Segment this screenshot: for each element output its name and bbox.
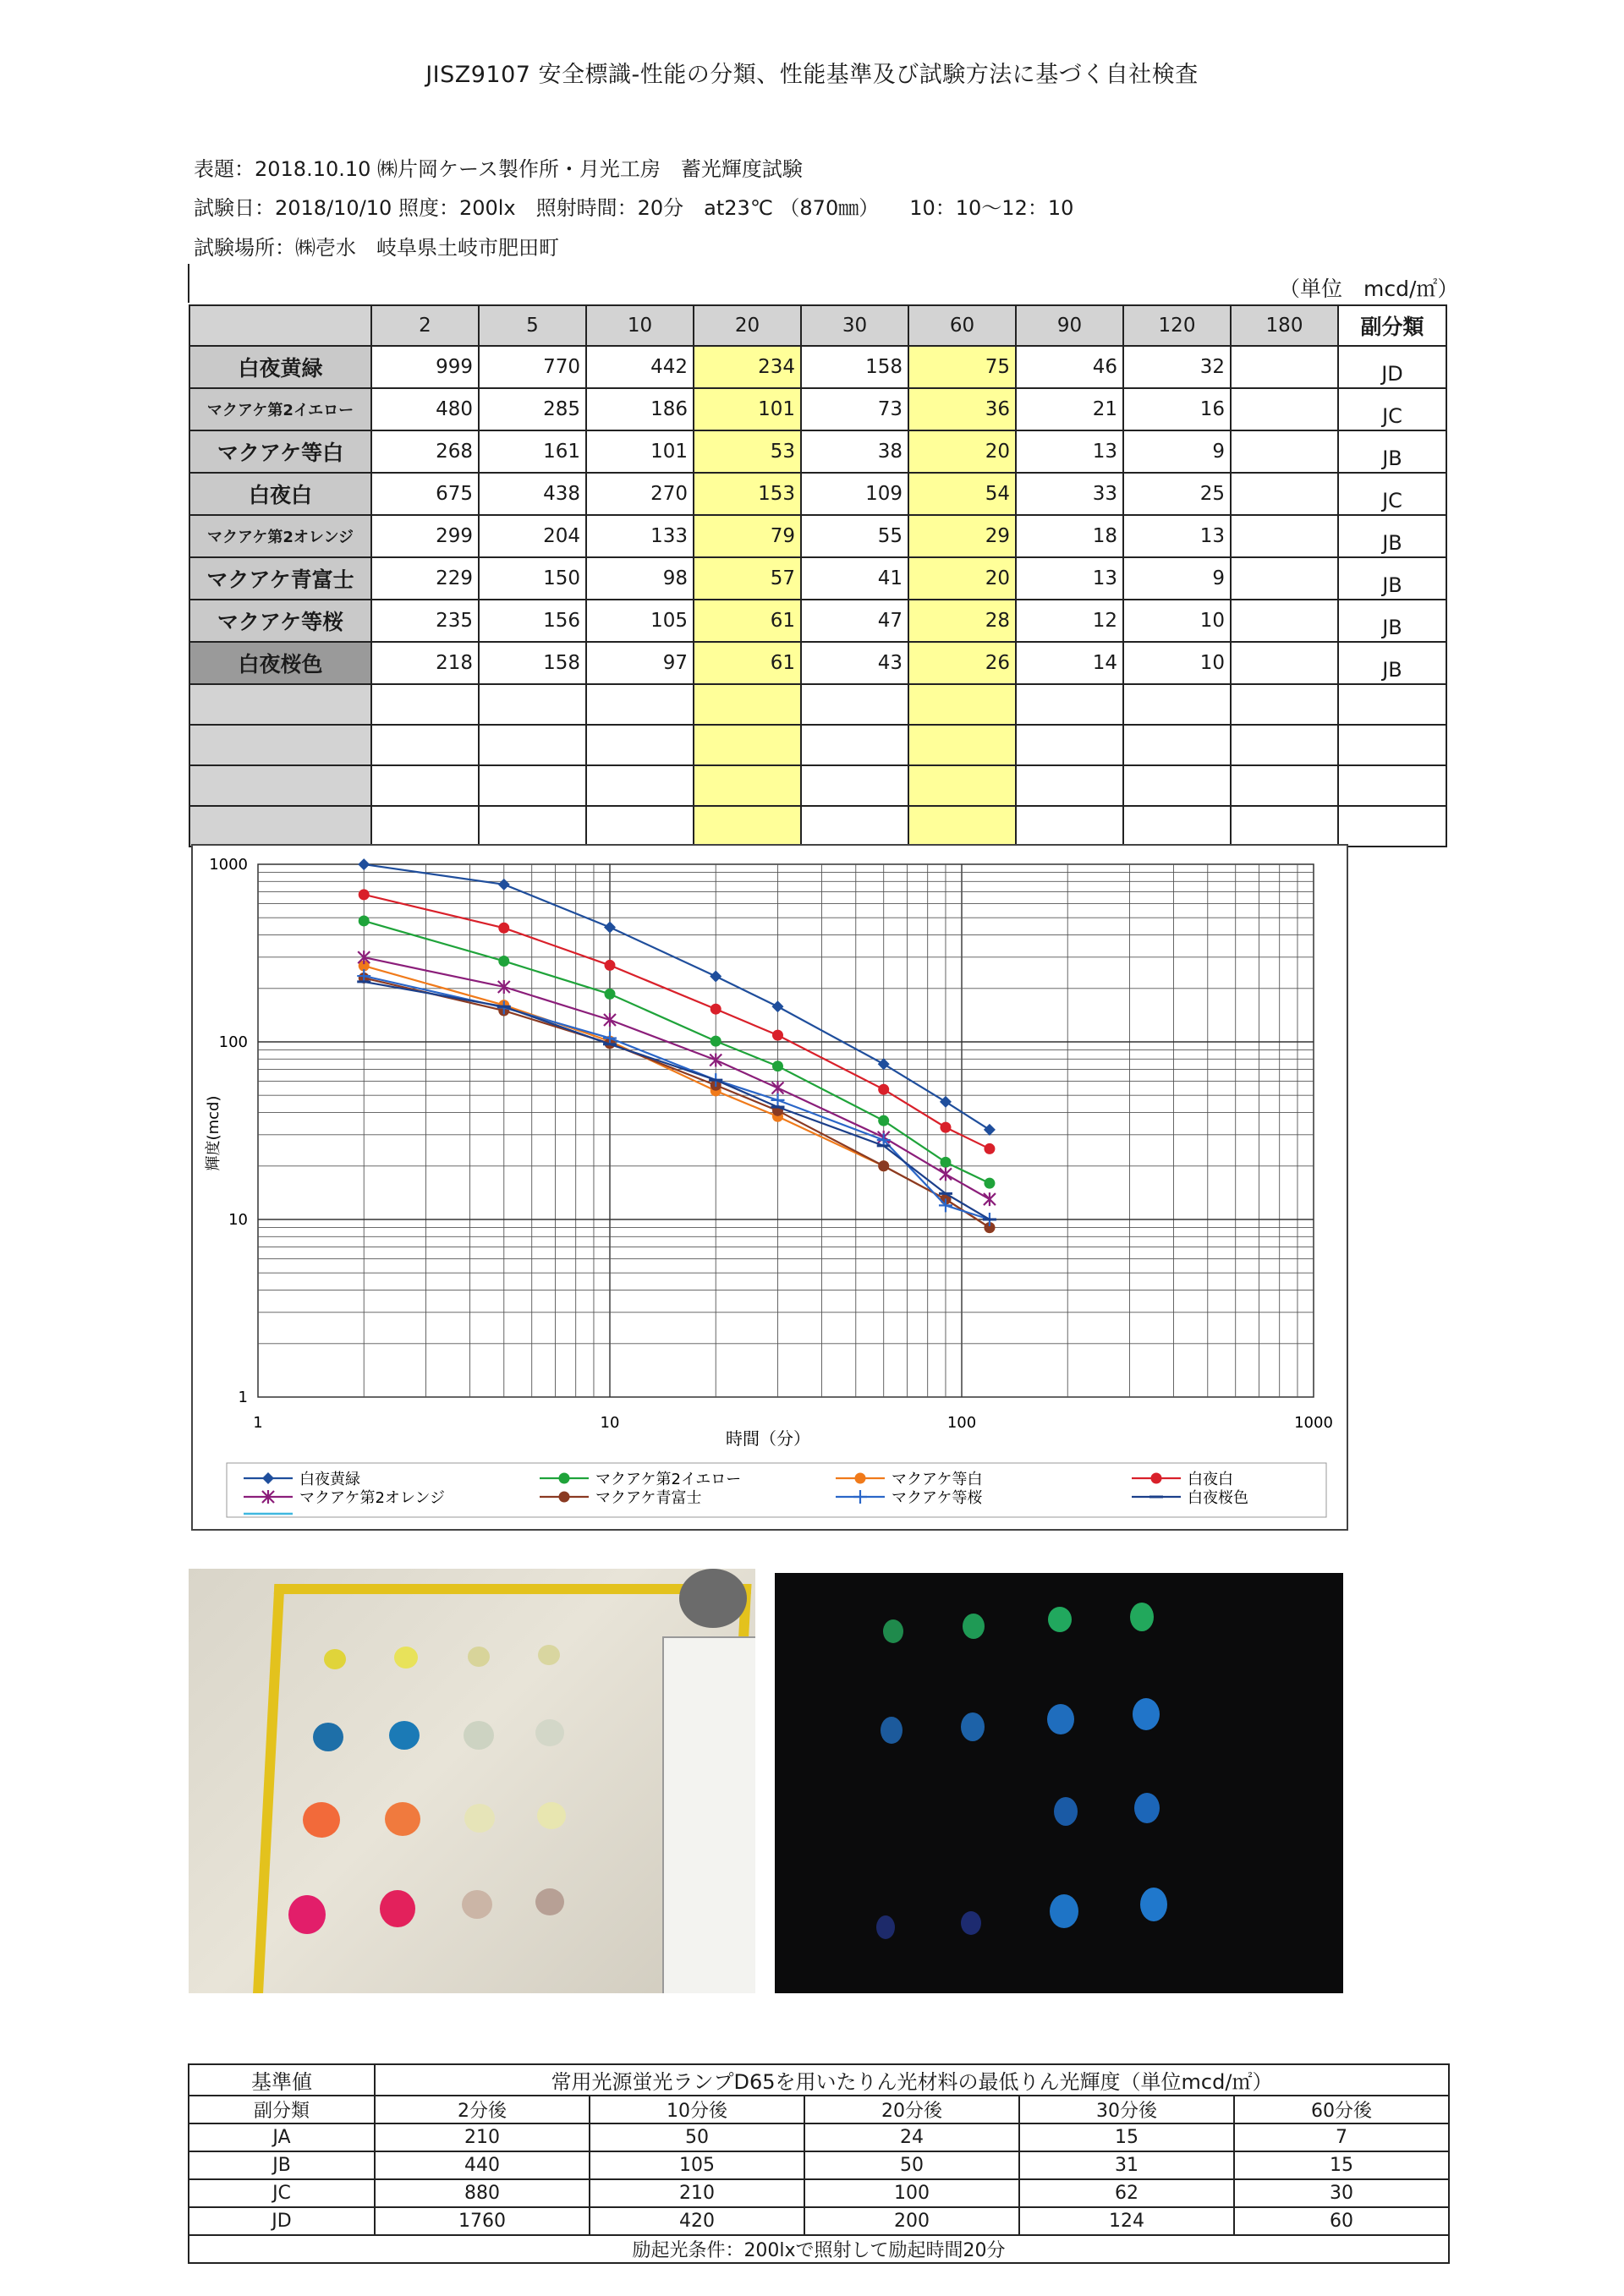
- sub-class-cell: JD: [1338, 346, 1446, 388]
- value-cell: 13: [1016, 430, 1123, 473]
- sample-dot: [324, 1649, 346, 1669]
- data-point: [359, 889, 370, 900]
- value-cell: 13: [1123, 515, 1231, 557]
- sub-class-cell: JB: [1338, 600, 1446, 642]
- value-cell: 33: [1016, 473, 1123, 515]
- value-cell: 229: [371, 557, 479, 600]
- data-point: [771, 1000, 783, 1012]
- value-cell: 101: [586, 430, 694, 473]
- glow-dot: [1133, 1698, 1160, 1730]
- data-point: [710, 1004, 721, 1015]
- legend-label: マクアケ等桜: [892, 1489, 983, 1507]
- x-tick-label: 1000: [1294, 1414, 1333, 1432]
- data-point: [984, 1178, 995, 1189]
- table-row: [189, 430, 1446, 473]
- margin-mark: [188, 264, 189, 303]
- value-cell: 156: [479, 600, 586, 642]
- table-row: [189, 600, 1446, 642]
- value-cell: 270: [586, 473, 694, 515]
- standards-class: JC: [189, 2179, 375, 2207]
- value-cell: 25: [1123, 473, 1231, 515]
- time-col-header: 20: [694, 305, 801, 346]
- data-point: [984, 1143, 995, 1154]
- clipboard-paper: [662, 1636, 755, 1993]
- sample-dot: [468, 1647, 490, 1667]
- glow-dot: [1048, 1607, 1072, 1632]
- data-point: [772, 1030, 783, 1041]
- standards-column: 60分後: [1234, 2096, 1449, 2123]
- table-row: JD 1760 420 200 124 60: [189, 2207, 1449, 2235]
- sub-class-cell: JB: [1338, 642, 1446, 684]
- value-cell-highlighted: 26: [908, 642, 1016, 684]
- table-row: [189, 346, 1446, 388]
- value-cell: [1231, 473, 1338, 515]
- standards-class: JA: [189, 2123, 375, 2151]
- header-line-test-place: 試験場所：㈱壱水 岐阜県土岐市肥田町: [194, 236, 559, 260]
- empty-row: [189, 684, 1446, 725]
- value-cell: [1231, 600, 1338, 642]
- time-col-header: 10: [586, 305, 694, 346]
- value-cell: 204: [479, 515, 586, 557]
- y-tick-label: 10: [228, 1211, 248, 1229]
- standards-col-head: 副分類: [189, 2096, 375, 2123]
- legend-label: マクアケ等白: [892, 1471, 983, 1488]
- data-point: [605, 960, 616, 971]
- sample-dot: [464, 1804, 495, 1833]
- x-axis-label: 時間（分）: [726, 1428, 810, 1449]
- x-tick-label: 1: [253, 1414, 263, 1432]
- value-cell: 9: [1123, 557, 1231, 600]
- header-line-test-date: 試験日：2018/10/10 照度：200lx 照射時間：20分 at23℃ （870㎜） 10：10～12：10: [194, 196, 1074, 220]
- data-point: [940, 1167, 952, 1181]
- sample-dot: [385, 1802, 420, 1836]
- standards-title-right: 常用光源蛍光ランプD65を用いたりん光材料の最低りん光輝度（単位mcd/㎡）: [375, 2064, 1449, 2096]
- value-cell-highlighted: 53: [694, 430, 801, 473]
- value-cell: 46: [1016, 346, 1123, 388]
- value-cell-highlighted: 29: [908, 515, 1016, 557]
- time-col-header: 60: [908, 305, 1016, 346]
- value-cell: 161: [479, 430, 586, 473]
- sample-dot: [535, 1888, 564, 1915]
- data-point: [710, 1036, 721, 1047]
- value-cell: 10: [1123, 642, 1231, 684]
- value-cell: 97: [586, 642, 694, 684]
- value-cell: 235: [371, 600, 479, 642]
- sample-dot: [537, 1802, 566, 1829]
- value-cell: 158: [479, 642, 586, 684]
- y-tick-label: 100: [218, 1033, 248, 1051]
- value-cell: 43: [801, 642, 908, 684]
- round-object: [679, 1569, 747, 1628]
- legend-label: 白夜黄緑: [299, 1471, 360, 1488]
- chart-svg: [193, 846, 1347, 1529]
- value-cell-highlighted: 61: [694, 642, 801, 684]
- value-cell: 13: [1016, 557, 1123, 600]
- sample-dot: [538, 1645, 560, 1665]
- legend-label: マクアケ第2イエロー: [595, 1471, 742, 1488]
- data-point: [559, 1492, 570, 1503]
- value-cell: 218: [371, 642, 479, 684]
- data-point: [940, 1122, 951, 1133]
- photo-samples-dark: [775, 1573, 1343, 1993]
- value-cell: 480: [371, 388, 479, 430]
- glow-dot: [961, 1911, 981, 1935]
- glow-dot: [1054, 1797, 1078, 1826]
- results-header-row: [189, 305, 1446, 346]
- value-cell: 675: [371, 473, 479, 515]
- value-cell: 21: [1016, 388, 1123, 430]
- value-cell-highlighted: 101: [694, 388, 801, 430]
- data-point: [771, 1082, 783, 1095]
- value-cell: 16: [1123, 388, 1231, 430]
- empty-row: [189, 765, 1446, 806]
- data-point: [878, 1058, 890, 1070]
- unit-label: （単位 mcd/㎡）: [1279, 277, 1459, 301]
- data-point: [984, 1124, 996, 1136]
- sample-dot: [462, 1890, 492, 1919]
- data-point: [878, 1084, 889, 1095]
- glow-dot: [881, 1717, 903, 1744]
- data-point: [358, 858, 370, 870]
- glow-dot: [963, 1614, 985, 1639]
- data-point: [604, 1013, 616, 1027]
- value-cell: 109: [801, 473, 908, 515]
- value-cell: 38: [801, 430, 908, 473]
- standards-class: JB: [189, 2151, 375, 2179]
- standards-column: 30分後: [1019, 2096, 1234, 2123]
- material-name: 白夜黄緑: [189, 346, 371, 388]
- data-point: [710, 970, 721, 982]
- value-cell: 285: [479, 388, 586, 430]
- material-name: マクアケ第2イエロー: [189, 388, 371, 430]
- series-line: [364, 895, 990, 1149]
- legend-label: マクアケ第2オレンジ: [299, 1489, 446, 1507]
- standards-footer: 励起光条件：200lxで照射して励起時間20分: [189, 2235, 1449, 2263]
- sample-dot: [380, 1890, 415, 1927]
- time-col-header: 2: [371, 305, 479, 346]
- value-cell: [1231, 388, 1338, 430]
- value-cell: 150: [479, 557, 586, 600]
- time-col-header: 5: [479, 305, 586, 346]
- value-cell: 158: [801, 346, 908, 388]
- data-point: [359, 915, 370, 926]
- standards-table: [188, 2063, 1450, 2264]
- glow-dot: [1140, 1888, 1167, 1921]
- value-cell: [1231, 557, 1338, 600]
- glow-dot: [883, 1619, 903, 1643]
- data-point: [1151, 1473, 1162, 1484]
- value-cell: 73: [801, 388, 908, 430]
- series-line: [364, 978, 990, 1227]
- value-cell: 186: [586, 388, 694, 430]
- sub-class-header: 副分類: [1338, 305, 1446, 346]
- sub-class-cell: JB: [1338, 515, 1446, 557]
- value-cell-highlighted: 61: [694, 600, 801, 642]
- sub-class-cell: JB: [1338, 430, 1446, 473]
- material-name: 白夜桜色: [189, 642, 371, 684]
- glow-dot: [1134, 1793, 1160, 1823]
- sample-dot: [288, 1895, 326, 1934]
- data-point: [498, 956, 509, 967]
- chart-series: [357, 858, 996, 1233]
- y-axis-label: 輝度(mcd): [205, 1095, 222, 1171]
- value-cell-highlighted: 153: [694, 473, 801, 515]
- glow-dot: [1130, 1603, 1154, 1631]
- value-cell: 47: [801, 600, 908, 642]
- material-name: マクアケ等桜: [189, 600, 371, 642]
- value-cell: [1231, 430, 1338, 473]
- series-マクアケ等桜: [357, 969, 996, 1226]
- value-cell-highlighted: 75: [908, 346, 1016, 388]
- series-マクアケ青富士: [359, 973, 996, 1233]
- value-cell-highlighted: 20: [908, 430, 1016, 473]
- empty-row: [189, 725, 1446, 765]
- sample-dot: [303, 1802, 340, 1838]
- glow-dot: [876, 1915, 895, 1939]
- data-point: [498, 923, 509, 934]
- y-tick-label: 1000: [209, 856, 248, 874]
- data-point: [878, 1115, 889, 1126]
- standards-column: 10分後: [590, 2096, 804, 2123]
- sample-dot: [464, 1721, 494, 1750]
- time-col-header: 30: [801, 305, 908, 346]
- table-row: [189, 515, 1446, 557]
- standards-column: 2分後: [375, 2096, 590, 2123]
- results-table: [189, 304, 1447, 847]
- sample-dot: [394, 1647, 418, 1669]
- table-row: [189, 388, 1446, 430]
- series-白夜白: [359, 889, 996, 1154]
- value-cell: [1231, 346, 1338, 388]
- legend-label: 白夜桜色: [1188, 1489, 1248, 1507]
- table-row: JB 440 105 50 31 15: [189, 2151, 1449, 2179]
- value-cell-highlighted: 79: [694, 515, 801, 557]
- table-row: [189, 642, 1446, 684]
- table-row: [189, 473, 1446, 515]
- data-point: [855, 1473, 866, 1484]
- data-point: [772, 1060, 783, 1071]
- data-point: [498, 879, 510, 890]
- data-point: [940, 1096, 952, 1108]
- value-cell-highlighted: 57: [694, 557, 801, 600]
- value-cell: 98: [586, 557, 694, 600]
- x-tick-label: 100: [946, 1414, 977, 1432]
- chart-grid: [258, 864, 1314, 1397]
- series-マクアケ第2オレンジ: [358, 951, 996, 1206]
- header-blank-cell: [189, 305, 371, 346]
- value-cell: [1231, 515, 1338, 557]
- time-col-header: 180: [1231, 305, 1338, 346]
- value-cell: 299: [371, 515, 479, 557]
- x-tick-label: 10: [600, 1414, 620, 1432]
- data-point: [878, 1160, 889, 1171]
- glow-dot: [961, 1712, 985, 1741]
- value-cell: 41: [801, 557, 908, 600]
- value-cell-highlighted: 234: [694, 346, 801, 388]
- material-name: 白夜白: [189, 473, 371, 515]
- series-マクアケ等白: [359, 961, 996, 1234]
- data-point: [604, 921, 616, 933]
- value-cell-highlighted: 36: [908, 388, 1016, 430]
- sample-dot: [535, 1719, 564, 1746]
- glow-dot: [1050, 1894, 1078, 1928]
- empty-row: [189, 806, 1446, 847]
- data-point: [710, 1053, 721, 1066]
- page-title: JISZ9107 安全標識-性能の分類、性能基準及び試験方法に基づく自社検査: [425, 62, 1199, 88]
- value-cell: 442: [586, 346, 694, 388]
- value-cell: 12: [1016, 600, 1123, 642]
- sample-dot: [313, 1723, 343, 1751]
- value-cell: 105: [586, 600, 694, 642]
- sample-dot: [389, 1721, 420, 1750]
- material-name: マクアケ第2オレンジ: [189, 515, 371, 557]
- plot-frame: [258, 864, 1314, 1397]
- sub-class-cell: JC: [1338, 473, 1446, 515]
- value-cell: 55: [801, 515, 908, 557]
- sub-class-cell: JB: [1338, 557, 1446, 600]
- table-row: [189, 557, 1446, 600]
- value-cell: [1231, 642, 1338, 684]
- photo-samples-daylight: [189, 1569, 755, 1993]
- table-row: JA 210 50 24 15 7: [189, 2123, 1449, 2151]
- value-cell-highlighted: 28: [908, 600, 1016, 642]
- luminance-chart: [191, 844, 1348, 1531]
- value-cell: 133: [586, 515, 694, 557]
- value-cell: 770: [479, 346, 586, 388]
- data-point: [605, 989, 616, 1000]
- legend-label: マクアケ青富士: [595, 1489, 702, 1507]
- chart-legend: [227, 1463, 1326, 1517]
- value-cell: 10: [1123, 600, 1231, 642]
- value-cell: 14: [1016, 642, 1123, 684]
- data-point: [559, 1473, 570, 1484]
- standards-title-left: 基準値: [189, 2064, 375, 2096]
- header-line-title: 表題：2018.10.10 ㈱片岡ケース製作所・月光工房 蓄光輝度試験: [194, 157, 803, 181]
- standards-column: 20分後: [804, 2096, 1019, 2123]
- data-point: [940, 1157, 951, 1168]
- standards-class: JD: [189, 2207, 375, 2235]
- series-line: [364, 982, 990, 1219]
- material-name: マクアケ青富士: [189, 557, 371, 600]
- legend-label: 白夜白: [1188, 1471, 1233, 1488]
- material-name: マクアケ等白: [189, 430, 371, 473]
- value-cell: 18: [1016, 515, 1123, 557]
- value-cell-highlighted: 54: [908, 473, 1016, 515]
- value-cell: 32: [1123, 346, 1231, 388]
- table-row: JC 880 210 100 62 30: [189, 2179, 1449, 2207]
- time-col-header: 120: [1123, 305, 1231, 346]
- value-cell-highlighted: 20: [908, 557, 1016, 600]
- y-tick-label: 1: [238, 1389, 248, 1406]
- glow-dot: [1047, 1704, 1074, 1734]
- value-cell: 999: [371, 346, 479, 388]
- data-point: [984, 1192, 996, 1206]
- chart-ticks: [209, 856, 1333, 1432]
- sub-class-cell: JC: [1338, 388, 1446, 430]
- time-col-header: 90: [1016, 305, 1123, 346]
- value-cell: 268: [371, 430, 479, 473]
- value-cell: 9: [1123, 430, 1231, 473]
- value-cell: 438: [479, 473, 586, 515]
